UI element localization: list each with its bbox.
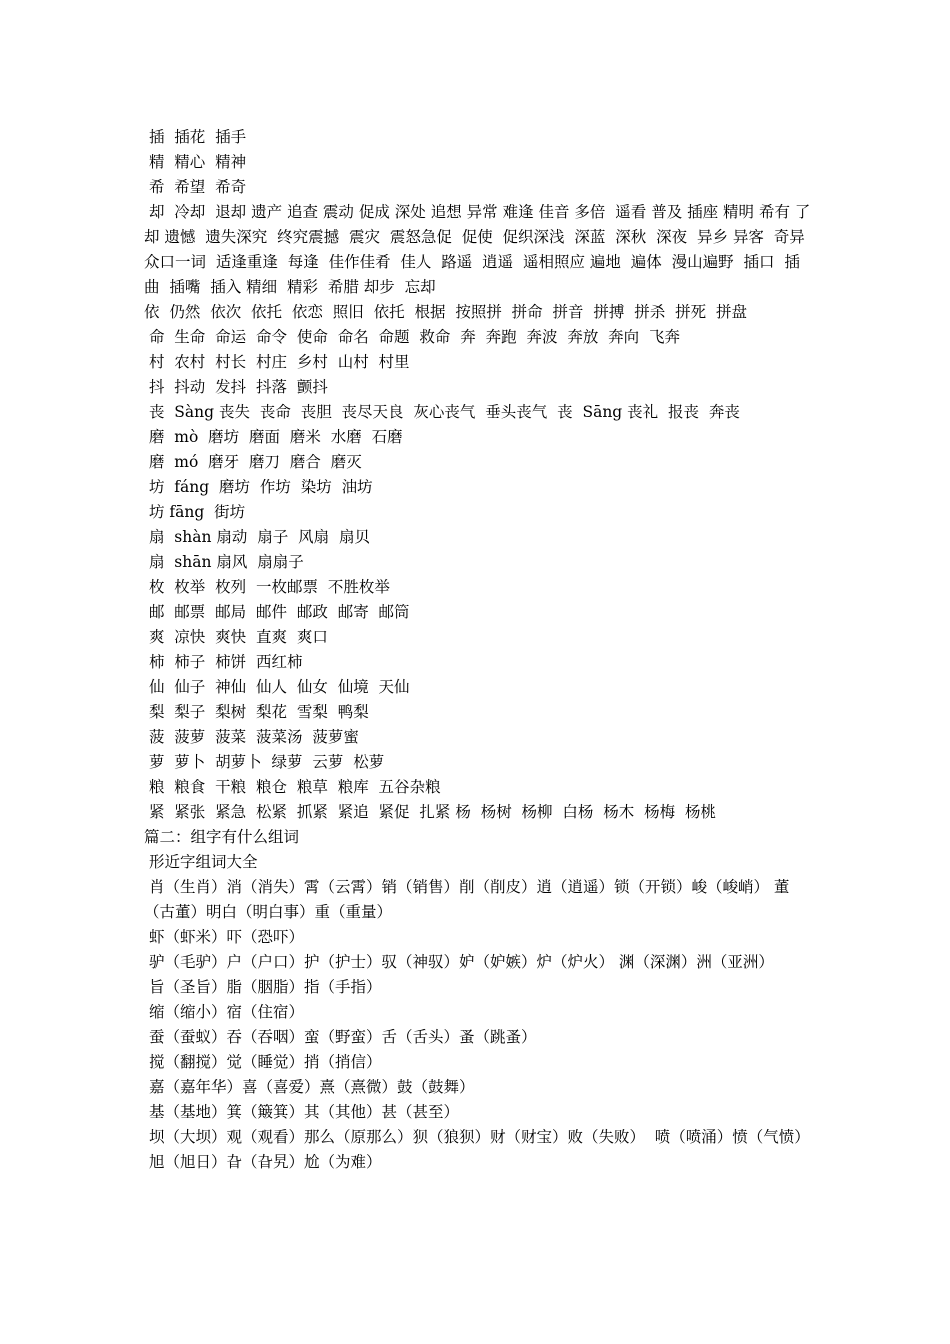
text-line: 邮 邮票 邮局 邮件 邮政 邮寄 邮筒 [144,603,410,621]
text-line: 扇 shān 扇风 扇扇子 [144,553,304,571]
section-subheading: 形近字组词大全 [144,853,258,871]
text-line: 柿 柿子 柿饼 西红柿 [144,653,303,671]
text-line: 坊 fāng 街坊 [144,503,246,521]
text-line: 梨 梨子 梨树 梨花 雪梨 鸭梨 [144,703,369,721]
section-heading: 篇二：组字有什么组词 [144,828,300,846]
text-line: 精 精心 精神 [144,153,247,171]
text-line: 紧 紧张 紧急 松紧 抓紧 紧追 紧促 扎紧 杨 杨树 杨柳 白杨 杨木 杨梅 杨桃 [144,803,716,821]
text-line: 磨 mò 磨坊 磨面 磨米 水磨 石磨 [144,428,403,446]
text-line: 菠 菠萝 菠菜 菠菜汤 菠萝蜜 [144,728,359,746]
text-line: 坊 fáng 磨坊 作坊 染坊 油坊 [144,478,373,496]
text-line: 磨 mó 磨牙 磨刀 磨合 磨灭 [144,453,362,471]
text-line: 依 仍然 依次 依托 依恋 照旧 依托 根据 按照拼 拼命 拼音 拼搏 拼杀 拼死 拼盘 [144,303,747,321]
text-paragraph: 驴（毛驴）户（户口）护（护士）驭（神驭）妒（妒嫉）炉（炉火） 渊（深渊）洲（亚洲） [144,953,774,971]
text-paragraph: 坝（大坝）观（观看）那么（原那么）狈（狼狈）财（财宝）败（失败） 喷（喷涌）愤（气愤） [144,1128,810,1146]
text-line: 缩（缩小）宿（住宿） [144,1003,304,1021]
text-line: 枚 枚举 枚列 一枚邮票 不胜枚举 [144,578,390,596]
text-line: 扇 shàn 扇动 扇子 风扇 扇贝 [144,528,370,546]
text-line: 仙 仙子 神仙 仙人 仙女 仙境 天仙 [144,678,410,696]
text-line: 爽 凉快 爽快 直爽 爽口 [144,628,328,646]
text-line: 抖 抖动 发抖 抖落 颤抖 [144,378,328,396]
text-line: 蚕（蚕蚁）吞（吞咽）蛮（野蛮）舌（舌头）蚤（跳蚤） [144,1028,537,1046]
text-line: 萝 萝卜 胡萝卜 绿萝 云萝 松萝 [144,753,385,771]
text-line: 插 插花 插手 [144,128,247,146]
text-line: 村 农村 村长 村庄 乡村 山村 村里 [144,353,410,371]
text-paragraph: 却 冷却 退却 遗产 追查 震动 促成 深处 追想 异常 难逢 佳音 多倍 遥看 普及 插座 精明 希有 了却 遗憾 遗失深究 终究震撼 震灾 震怒急促 促使 促织深浅 深蓝 深秋 深夜 异乡 异客 奇异 众口一词 适逢重逢 每逢 佳作佳肴 佳人 路遥 逍遥 遥相照应 遍地 遍体 漫山遍野 插口 插曲 插嘴 插入 精细 精彩 希腊 却步 忘却 [144,203,815,296]
text-line: 丧 Sàng 丧失 丧命 丧胆 丧尽天良 灰心丧气 垂头丧气 丧 Sāng 丧礼 报丧 奔丧 [144,403,740,421]
text-line: 旭（旭日）旮（旮旯）尬（为难） [144,1153,382,1171]
text-line: 基（基地）箕（簸箕）其（其他）甚（甚至） [144,1103,459,1121]
text-line: 搅（翻搅）觉（睡觉）捎（捎信） [144,1053,382,1071]
text-line: 虾（虾米）吓（恐吓） [144,928,304,946]
document-body [144,125,815,1175]
text-line: 粮 粮食 干粮 粮仓 粮草 粮库 五谷杂粮 [144,778,441,796]
text-line: 旨（圣旨）脂（胭脂）指（手指） [144,978,382,996]
text-line: 希 希望 希奇 [144,178,247,196]
text-paragraph: 肖（生肖）消（消失）霄（云霄）销（销售）削（削皮）逍（逍遥）锁（开锁）峻（峻峭） 董（古董）明白（明白事）重（重量） [144,878,790,921]
text-line: 嘉（嘉年华）喜（喜爱）熹（熹微）鼓（鼓舞） [144,1078,475,1096]
text-line: 命 生命 命运 命令 使命 命名 命题 救命 奔 奔跑 奔波 奔放 奔向 飞奔 [144,328,681,346]
